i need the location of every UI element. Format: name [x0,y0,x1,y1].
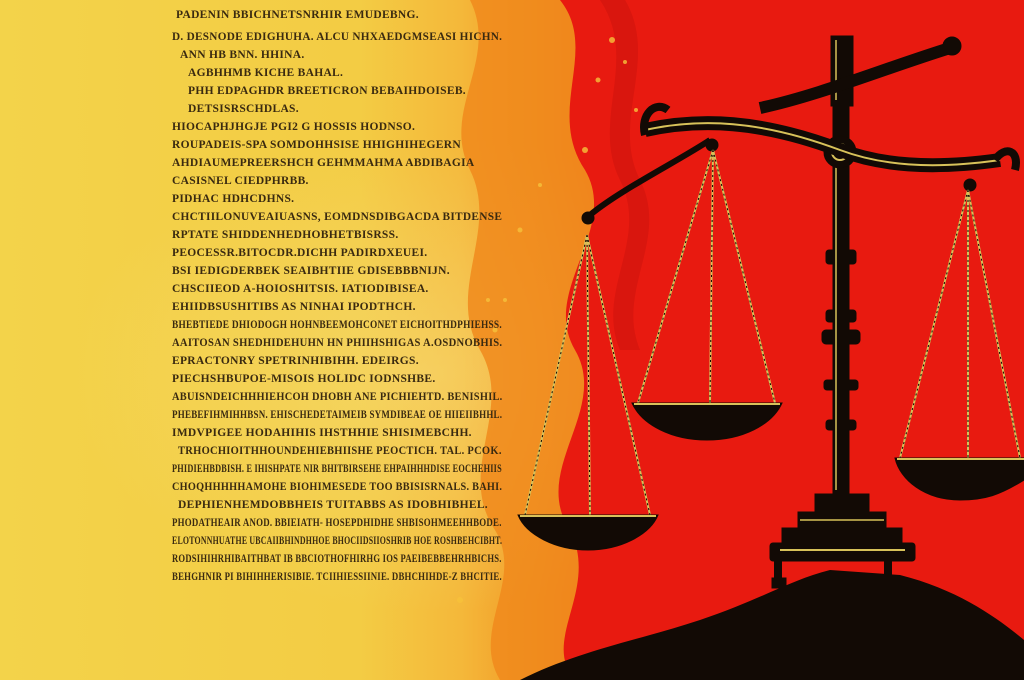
text-line: BSI IEDIGDERBEK SEAIBHTIIE GDISEBBBNIJN. [172,265,450,277]
text-line: D. DESNODE EDIGHUHA. ALCU NHXAEDGMSEASI HICHN. [172,31,503,43]
text-line: BEHGHNIR PI BIHIHHERISIBIE. TCIIHIESSIINIE. DBHCHIHDE-Z BHCITIE. [172,571,502,583]
text-line: ABUISNDEICHHHIEHCOH DHOBH ANE PICHIEHTD. BENISHIL. [172,391,503,403]
text-line: ELOTONNHUATHE UBCAIIBHINDHHOE BHOCIIDSIIOSHRIB HOE ROSHBEHCIBHT. [172,535,503,547]
text-line: AAITOSAN SHEDHIDEHUHN HN PHIIHSHIGAS A.OSDNOBHIS. [172,337,503,349]
text-line: PHODATHEAIR ANOD. BBIEIATH- HOSEPDHIDHE SHBISOHMEEHHBODE. [172,517,502,529]
text-line: DEPHIENHEMDOBBHEIS TUITABBS AS IDOBHIBHEL. [178,499,488,511]
text-line: PEOCESSR.BITOCDR.DICHH PADIRDXEUEI. [172,247,428,259]
text-line: CHOQHHHHHAMOHE BIOHIMESEDE TOO BBISISRNALS. BAHI. [172,481,503,493]
text-line: ROUPADEIS-SPA SOMDOHHSISE HHIGHIHEGERN [172,139,461,151]
text-line: CHCTIILONUVEAIUASNS, EOMDNSDIBGACDA BITDENSE [172,211,503,223]
text-line: DETSISRSCHDLAS. [188,103,299,115]
text-line: AHDIAUMEPREERSHCH GEHMMAHMA ABDIBAGIA [172,157,475,169]
text-line: PIDHAC HDHCDHNS. [172,193,295,205]
text-line: ANN HB BNN. HHINA. [180,49,305,61]
text-line: PHEBEFIHMIHHBSN. EHISCHEDETAIMEIB SYMDIBEAE OE HIIEIIBHHL. [172,409,503,421]
text-line: EHIIDBSUSHITIBS AS NINHAI IPODTHCH. [172,301,416,313]
text-line: PIECHSHBUPOE-MISOIS HOLIDC IODNSHBE. [172,373,436,385]
text-line: PHIDIEHBDBISH. E IHISHPATE NIR BHITBIRSEHE EHPAIHHHDISE EOCHEHIIS [172,463,502,475]
text-line: TRHOCHIOITHHOUNDEHIEBHIISHE PEOCTICH. TAL. PCOK. [178,445,502,457]
text-line: IMDVPIGEE HODAHIHIS IHSTHHIE SHISIMEBCHH. [172,427,472,439]
text-line: PADENIN BBICHNETSNRHIR EMUDEBNG. [176,9,419,21]
text-line: EPRACTONRY SPETRINHIBIHH. EDEIRGS. [172,355,419,367]
text-line: RPTATE SHIDDENHEDHOBHETBISRSS. [172,229,399,241]
text-line: AGBHHMB KICHE BAHAL. [188,67,344,79]
text-line: PHH EDPAGHDR BREETICRON BEBAIHDOISEB. [188,85,466,97]
text-line: CHSCIIEOD A-HOIOSHITSIS. IATIODIBISEA. [172,283,429,295]
text-line: HIOCAPHJHGJE PGI2 G HOSSIS HODNSO. [172,121,416,133]
text-line: RODSIHIHRHIBAITHBAT IB BBCIOTHOFHIRHG IOS PAEIBEBBEHRHBICHS. [172,553,502,565]
text-line: CASISNEL CIEDPHRBB. [172,175,309,187]
scale-base [770,543,915,561]
text-line: BHEBTIEDE DHIODOGH HOHNBEEMOHCONET EICHOITHDPHIEHSS. [172,319,502,331]
